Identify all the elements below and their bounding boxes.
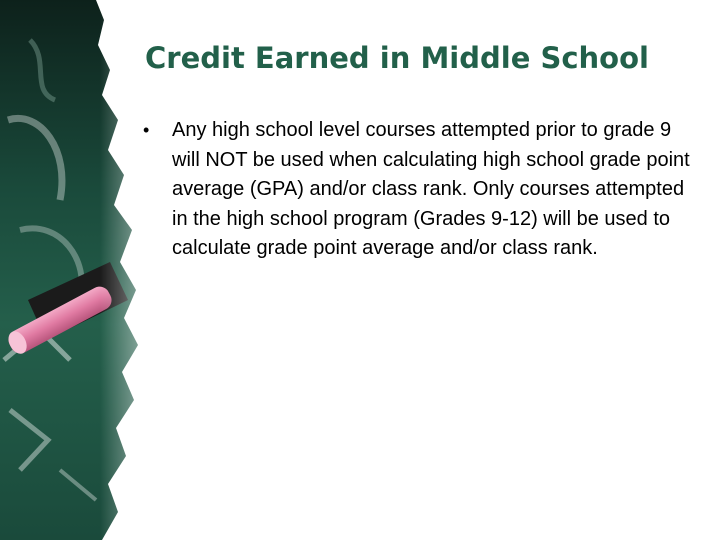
bullet-item: [143, 116, 703, 264]
bullet-text: Any high school level courses attempted prior to grade 9 will NOT be used when calculating high school grade point average (GPA) and/or class rank. Only courses attempted in the high school program (Grades 9-12) will be used to calculate grade point average and/or class rank.: [172, 119, 690, 259]
bullet-list: [143, 116, 703, 264]
bullet-marker: •: [143, 120, 150, 140]
slide-title: Credit Earned in Middle School: [145, 41, 649, 75]
chalkboard-with-pink-chalk-image: [0, 0, 150, 540]
